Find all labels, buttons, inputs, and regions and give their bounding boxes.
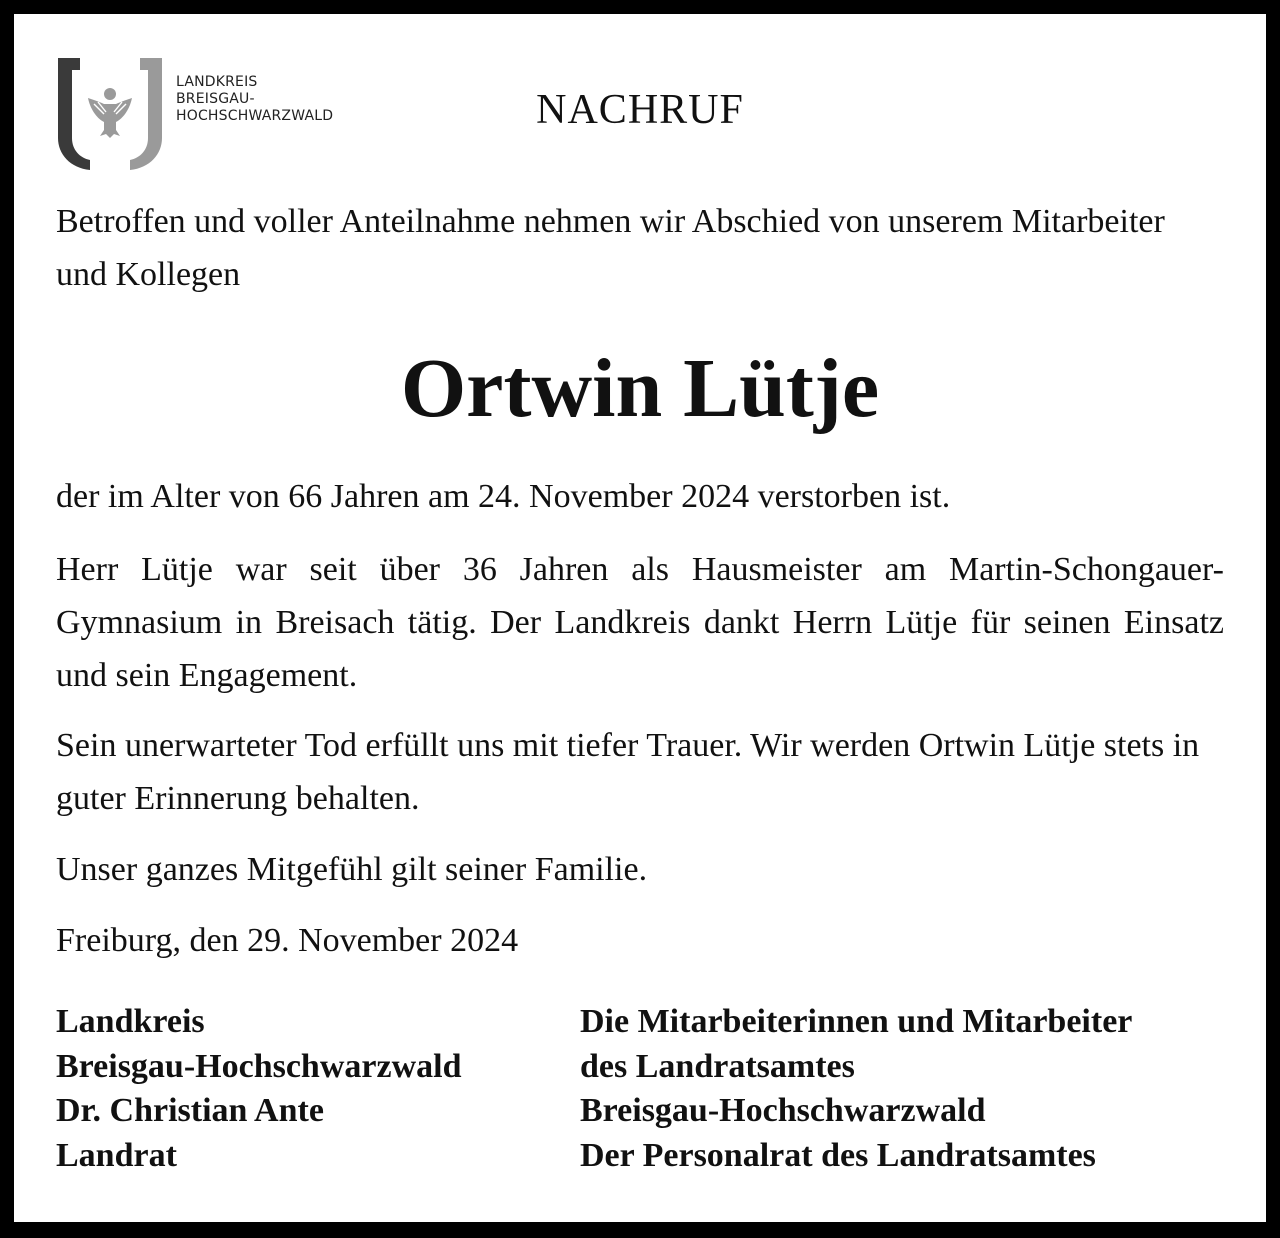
paragraph-grief: Sein unerwarteter Tod erfüllt uns mit tiefer Trauer. Wir werden Ortwin Lütje stets in guter Erinnerung behalten. <box>56 727 1200 817</box>
logo-line: BREISGAU- <box>176 91 255 107</box>
signature-line: Dr. Christian Ante <box>56 1092 324 1129</box>
signature-right <box>580 1000 1132 1178</box>
intro-text: Betroffen und voller Anteilnahme nehmen wir Abschied von unserem Mitarbeiter und Kollegen <box>56 203 1165 293</box>
paragraph-death-notice: der im Alter von 66 Jahren am 24. November 2024 verstorben ist. <box>56 478 951 515</box>
signature-line: Breisgau-Hochschwarzwald <box>580 1092 986 1129</box>
signature-left <box>56 1000 461 1178</box>
place-date: Freiburg, den 29. November 2024 <box>56 922 519 959</box>
signature-line: des Landratsamtes <box>580 1047 855 1085</box>
signature-line: Breisgau-Hochschwarzwald <box>56 1047 462 1085</box>
signature-line: Landkreis <box>56 1003 205 1040</box>
deceased-name: Ortwin Lütje <box>400 342 880 435</box>
paragraph-condolence: Unser ganzes Mitgefühl gilt seiner Familie. <box>56 851 648 888</box>
signature-line: Der Personalrat des Landratsamtes <box>580 1136 1096 1174</box>
signature-line: Die Mitarbeiterinnen und Mitarbeiter <box>580 1003 1133 1040</box>
page-title: NACHRUF <box>536 87 744 133</box>
logo-line: HOCHSCHWARZWALD <box>176 108 334 124</box>
signature-line: Landrat <box>56 1136 177 1174</box>
paragraph-career: Herr Lütje war seit über 36 Jahren als Hausmeister am Martin-Schongauer-Gymnasium in Breisach tätig. Der Landkreis dankt Herrn Lütje für seinen Einsatz und sein Engagement. <box>56 551 1224 694</box>
logo-line: LANDKREIS <box>176 74 258 90</box>
